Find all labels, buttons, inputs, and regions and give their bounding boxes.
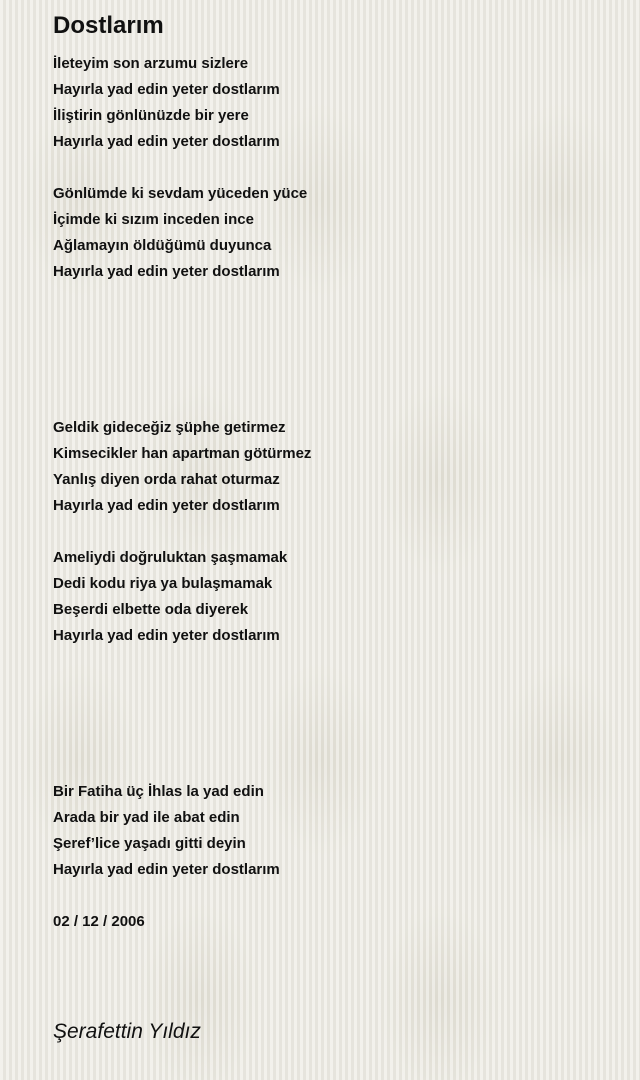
stanza-3 [53, 415, 613, 519]
poem-line: Hayırla yad edin yeter dostlarım [53, 81, 280, 98]
poem-line: Hayırla yad edin yeter dostlarım [53, 497, 280, 514]
poem-date: 02 / 12 / 2006 [53, 913, 145, 930]
poem-line: Hayırla yad edin yeter dostlarım [53, 861, 280, 878]
poem-body [53, 51, 613, 935]
poem-line: Hayırla yad edin yeter dostlarım [53, 263, 280, 280]
stanza-gap [53, 155, 613, 181]
stanza-1 [53, 51, 613, 155]
poem-title: Dostlarım [53, 12, 164, 39]
stanza-4 [53, 545, 613, 649]
poem-line: Beşerdi elbette oda diyerek [53, 601, 249, 618]
poem-line: Dedi kodu riya ya bulaşmamak [53, 575, 273, 592]
poem-line: Yanlış diyen orda rahat oturmaz [53, 471, 280, 488]
poem-line: İliştirin gönlünüzde bir yere [53, 107, 249, 124]
stanza-gap [53, 649, 613, 779]
poem-line: Arada bir yad ile abat edin [53, 809, 240, 826]
poem-line: Hayırla yad edin yeter dostlarım [53, 627, 280, 644]
poem-line: Gönlümde ki sevdam yüceden yüce [53, 185, 308, 202]
poem-line: Kimsecikler han apartman götürmez [53, 445, 312, 462]
poem-author: Şerafettin Yıldız [53, 1020, 201, 1043]
poem-line: İçimde ki sızım inceden ince [53, 211, 254, 228]
poem-line: Ameliydi doğruluktan şaşmamak [53, 549, 288, 566]
stanza-gap [53, 285, 613, 415]
poem-line: Bir Fatiha üç İhlas la yad edin [53, 783, 264, 800]
stanza-2 [53, 181, 613, 285]
poem-line: Geldik gideceğiz şüphe getirmez [53, 419, 286, 436]
poem-line: Hayırla yad edin yeter dostlarım [53, 133, 280, 150]
poem-line: Şeref’lice yaşadı gitti deyin [53, 835, 246, 852]
stanza-gap [53, 883, 613, 909]
poem-line: Ağlamayın öldüğümü duyunca [53, 237, 272, 254]
stanza-gap [53, 519, 613, 545]
stanza-5 [53, 779, 613, 883]
poem-line: İleteyim son arzumu sizlere [53, 55, 249, 72]
